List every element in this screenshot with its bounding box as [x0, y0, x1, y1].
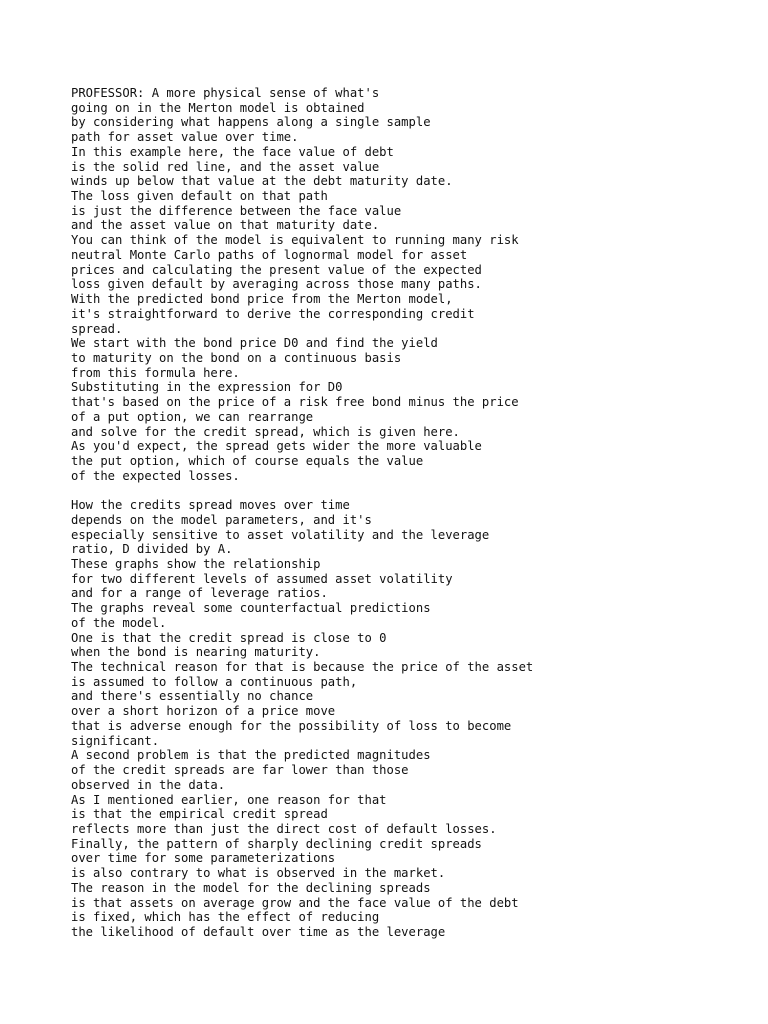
transcript-line: In this example here, the face value of debt: [71, 144, 394, 159]
transcript-line: loss given default by averaging across those many paths.: [71, 277, 482, 292]
transcript-line: the likelihood of default over time as the leverage: [71, 924, 446, 939]
transcript-line: to maturity on the bond on a continuous basis: [71, 350, 402, 365]
transcript-line: neutral Monte Carlo paths of lognormal model for asset: [71, 247, 468, 262]
transcript-line: winds up below that value at the debt maturity date.: [71, 174, 453, 189]
transcript-line: of the expected losses.: [71, 468, 240, 483]
transcript-line: is fixed, which has the effect of reducing: [71, 910, 380, 925]
transcript-line: over time for some parameterizations: [71, 851, 336, 866]
transcript-line: The technical reason for that is because the price of the asset: [71, 660, 534, 675]
transcript-line: over a short horizon of a price move: [71, 704, 336, 719]
transcript-line: of a put option, we can rearrange: [71, 409, 314, 424]
transcript-line: is the solid red line, and the asset value: [71, 159, 380, 174]
transcript-line: A second problem is that the predicted magnitudes: [71, 748, 431, 763]
transcript-line: PROFESSOR: A more physical sense of what's: [71, 86, 380, 100]
transcript-line: that's based on the price of a risk free bond minus the price: [71, 395, 519, 410]
transcript-line: is assumed to follow a continuous path,: [71, 674, 358, 689]
transcript-line: The reason in the model for the declining spreads: [71, 880, 431, 895]
transcript-line: and for a range of leverage ratios.: [71, 586, 328, 601]
transcript-line: These graphs show the relationship: [71, 557, 321, 571]
transcript-line: it's straightforward to derive the corresponding credit: [71, 306, 475, 321]
transcript-line: spread.: [71, 321, 123, 336]
transcript-paragraph: [71, 86, 731, 483]
transcript-line: when the bond is nearing maturity.: [71, 645, 321, 660]
transcript-line: ratio, D divided by A.: [71, 542, 233, 557]
transcript-line: observed in the data.: [71, 777, 226, 792]
transcript-line: going on in the Merton model is obtained: [71, 100, 365, 115]
transcript-line: The graphs reveal some counterfactual predictions: [71, 601, 431, 616]
transcript-line: reflects more than just the direct cost of default losses.: [71, 821, 497, 836]
transcript-line: of the credit spreads are far lower than those: [71, 763, 409, 778]
transcript-line: for two different levels of assumed asset volatility: [71, 571, 453, 586]
transcript-line: Finally, the pattern of sharply declining credit spreads: [71, 836, 482, 851]
transcript-line: As I mentioned earlier, one reason for that: [71, 792, 387, 807]
transcript-line: With the predicted bond price from the Merton model,: [71, 292, 453, 307]
transcript-text: [71, 86, 731, 940]
transcript-line: depends on the model parameters, and it's: [71, 512, 372, 527]
transcript-line: and there's essentially no chance: [71, 689, 314, 704]
transcript-line: is also contrary to what is observed in the market.: [71, 866, 446, 881]
transcript-line: The loss given default on that path: [71, 189, 328, 204]
transcript-line: We start with the bond price D0 and find the yield: [71, 336, 438, 351]
transcript-line: How the credits spread moves over time: [71, 498, 350, 513]
transcript-line: from this formula here.: [71, 365, 240, 380]
transcript-line: You can think of the model is equivalent to running many risk: [71, 233, 519, 248]
transcript-line: and the asset value on that maturity date.: [71, 218, 380, 233]
transcript-line: One is that the credit spread is close to 0: [71, 630, 387, 645]
transcript-line: path for asset value over time.: [71, 130, 299, 145]
transcript-line: is that the empirical credit spread: [71, 807, 328, 822]
transcript-line: the put option, which of course equals the value: [71, 453, 424, 468]
transcript-line: Substituting in the expression for D0: [71, 380, 343, 395]
transcript-line: especially sensitive to asset volatility and the leverage: [71, 527, 490, 542]
transcript-line: significant.: [71, 733, 160, 748]
transcript-line: prices and calculating the present value of the expected: [71, 262, 482, 277]
transcript-line: is that assets on average grow and the face value of the debt: [71, 895, 519, 910]
paragraph-gap: [71, 483, 731, 498]
transcript-line: that is adverse enough for the possibility of loss to become: [71, 718, 512, 733]
transcript-line: As you'd expect, the spread gets wider the more valuable: [71, 439, 482, 454]
transcript-line: and solve for the credit spread, which is given here.: [71, 424, 460, 439]
transcript-line: is just the difference between the face value: [71, 203, 402, 218]
transcript-line: by considering what happens along a single sample: [71, 115, 431, 130]
transcript-line: of the model.: [71, 615, 167, 630]
transcript-paragraph: [71, 498, 731, 940]
